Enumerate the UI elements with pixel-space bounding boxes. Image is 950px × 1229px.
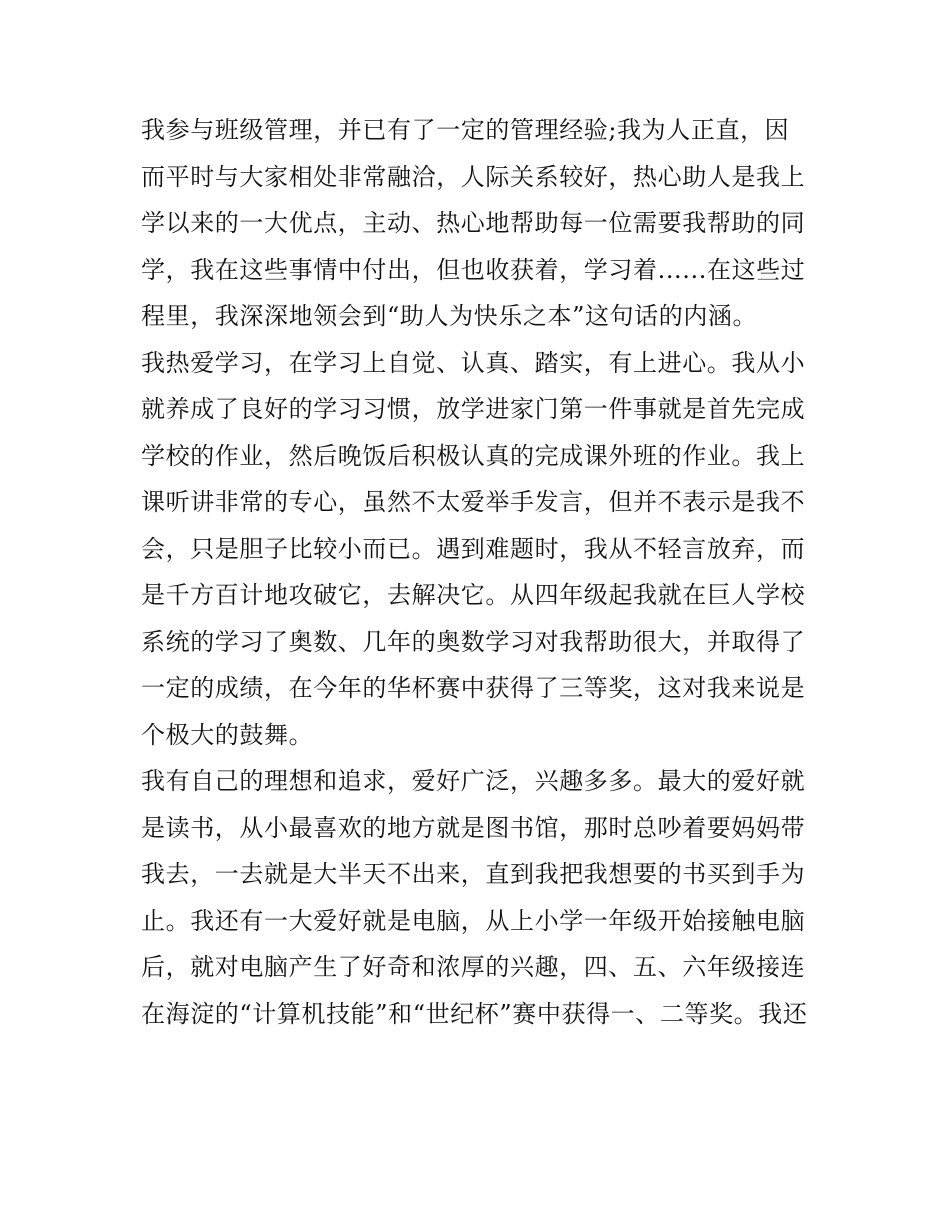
- text-line: 我热爱学习，在学习上自觉、认真、踏实，有上进心。我从小: [141, 348, 806, 377]
- text-line: 学，我在这些事情中付出，但也收获着，学习着......在这些过: [141, 255, 806, 284]
- text-line: 程里，我深深地领会到“助人为快乐之本”这句话的内涵。: [141, 302, 758, 330]
- text-line: 后，就对电脑产生了好奇和浓厚的兴趣，四、五、六年级接连: [141, 953, 806, 981]
- text-line: 学校的作业，然后晚饭后积极认真的完成课外班的作业。我上: [141, 441, 806, 470]
- text-line: 止。我还有一大爱好就是电脑，从上小学一年级开始接触电脑: [141, 906, 806, 935]
- text-line: 学以来的一大优点，主动、热心地帮助每一位需要我帮助的同: [141, 209, 806, 237]
- text-line: 我有自己的理想和追求，爱好广泛，兴趣多多。最大的爱好就: [141, 767, 806, 795]
- text-line: 是千方百计地攻破它，去解决它。从四年级起我就在巨人学校: [141, 581, 806, 609]
- text-line: 是读书，从小最喜欢的地方就是图书馆，那时总吵着要妈妈带: [141, 813, 806, 842]
- text-line: 课听讲非常的专心，虽然不太爱举手发言，但并不表示是我不: [141, 488, 806, 516]
- text-line: 一定的成绩，在今年的华杯赛中获得了三等奖，这对我来说是: [141, 674, 806, 702]
- body-text: [141, 107, 821, 1037]
- text-line: 个极大的鼓舞。: [141, 720, 314, 749]
- text-line: 我去，一去就是大半天不出来，直到我把我想要的书买到手为: [141, 860, 806, 888]
- text-line: 会，只是胆子比较小而已。遇到难题时，我从不轻言放弃，而: [141, 534, 806, 563]
- text-line: 就养成了良好的学习习惯，放学进家门第一件事就是首先完成: [141, 395, 806, 423]
- text-line: 系统的学习了奥数、几年的奥数学习对我帮助很大，并取得了: [141, 627, 806, 656]
- text-line: 在海淀的“计算机技能”和“世纪杯”赛中获得一、二等奖。我还: [141, 999, 808, 1028]
- text-line: 而平时与大家相处非常融洽，人际关系较好，热心助人是我上: [141, 162, 806, 191]
- text-line: 我参与班级管理，并已有了一定的管理经验;我为人正直，因: [141, 116, 790, 144]
